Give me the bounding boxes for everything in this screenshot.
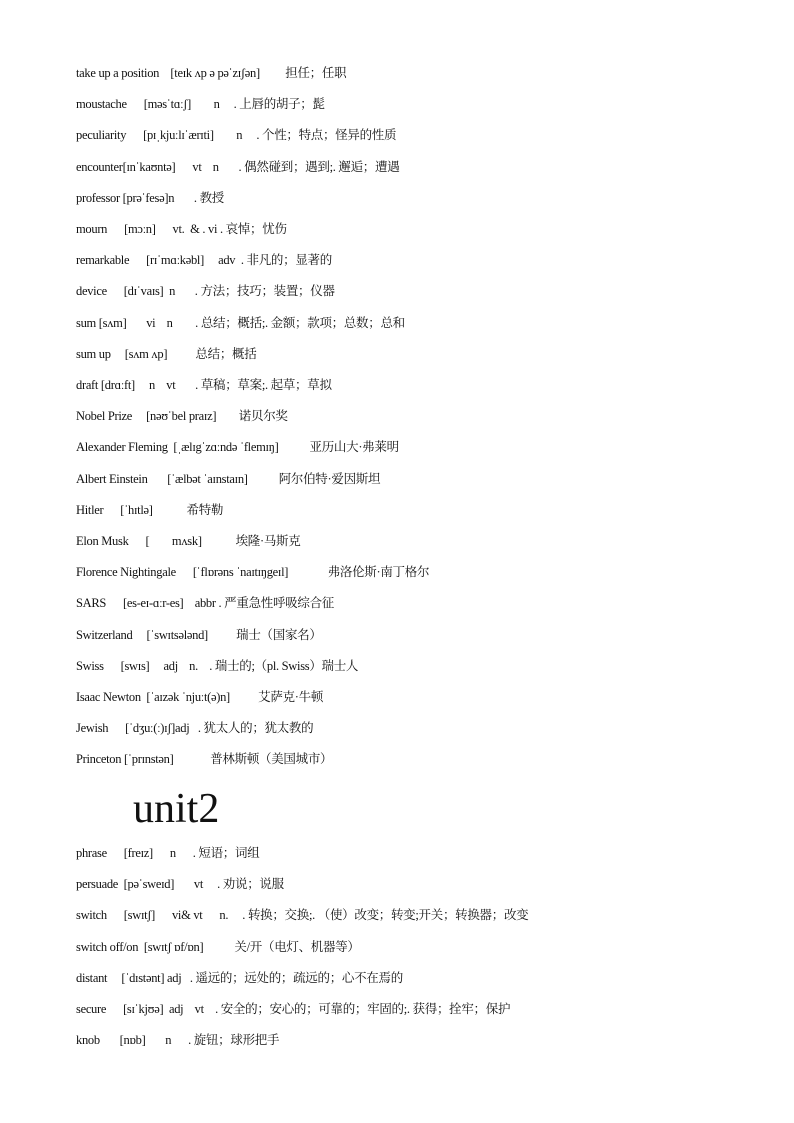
vocabulary-entry: Princeton [ˈprɪnstən] 普林斯顿（美国城市） bbox=[76, 752, 333, 767]
vocabulary-entry: secure [sɪˈkjʊə] adj vt . 安全的；安心的；可靠的；牢固的;. 获得；拴牢；保护 bbox=[76, 1002, 511, 1016]
vocabulary-entry: mourn [mɔːn] vt. & . vi . 哀悼；忧伤 bbox=[76, 222, 287, 236]
vocabulary-entry: switch [swɪtʃ] vi& vt n. . 转换；交换;. （使）改变；转变;开关；转换器；改变 bbox=[76, 908, 529, 923]
vocabulary-entry: peculiarity [pɪˌkjuːlɪˈærɪti] n . 个性；特点；怪异的性质 bbox=[76, 128, 397, 143]
vocabulary-entry: switch off/on [swɪtʃ ɒf/ɒn] 关/开（电灯、机器等） bbox=[76, 939, 360, 954]
vocabulary-entry: distant [ˈdɪstənt] adj . 遥远的；远处的；疏远的；心不在焉的 bbox=[76, 970, 403, 985]
vocabulary-entry: Hitler [ˈhɪtlə] 希特勒 bbox=[76, 502, 224, 517]
vocabulary-entry: Florence Nightingale [ˈflɒrəns ˈnaɪtɪŋgeɪl] 弗洛伦斯·南丁格尔 bbox=[76, 565, 430, 580]
vocabulary-entry: moustache [məsˈtɑːʃ] n . 上唇的胡子；髭 bbox=[76, 97, 325, 112]
vocabulary-entry: remarkable [rɪˈmɑːkəbl] adv . 非凡的；显著的 bbox=[76, 253, 332, 268]
vocabulary-entry: sum up [sʌm ʌp] 总结；概括 bbox=[76, 346, 257, 361]
vocabulary-entry: persuade [pəˈsweɪd] vt . 劝说；说服 bbox=[76, 877, 284, 892]
vocabulary-entry: Albert Einstein [ˈælbət ˈaɪnstaɪn] 阿尔伯特·爱因斯坦 bbox=[76, 471, 381, 486]
vocabulary-entry: Nobel Prize [nəʊˈbel praɪz] 诺贝尔奖 bbox=[76, 409, 288, 424]
vocabulary-entry: Switzerland [ˈswɪtsələnd] 瑞士（国家名） bbox=[76, 627, 322, 642]
vocabulary-entry: professor [prəˈfesə]n . 教授 bbox=[76, 190, 224, 205]
vocabulary-entry: Isaac Newton [ˈaɪzək ˈnjuːt(ə)n] 艾萨克·牛顿 bbox=[76, 690, 324, 704]
vocabulary-entry: draft [drɑːft] n vt . 草稿；草案;. 起草；草拟 bbox=[76, 378, 332, 392]
vocabulary-entry: Alexander Fleming [ˌælɪgˈzɑːndə ˈflemɪŋ] 亚历山大·弗莱明 bbox=[76, 440, 399, 455]
vocabulary-entry: SARS [es-eɪ-ɑːr-es] abbr . 严重急性呼吸综合征 bbox=[76, 596, 334, 611]
vocabulary-entry: Swiss [swɪs] adj n. . 瑞士的;（pl. Swiss）瑞士人 bbox=[76, 658, 359, 673]
vocabulary-entry: phrase [freɪz] n . 短语；词组 bbox=[76, 846, 260, 860]
unit-heading: unit2 bbox=[133, 786, 220, 832]
vocabulary-entry: Jewish [ˈdʒuː(ː)ɪʃ]adj . 犹太人的；犹太教的 bbox=[76, 721, 314, 736]
vocabulary-entry: take up a position [teɪk ʌp ə pəˈzɪʃən] 担任；任职 bbox=[76, 66, 347, 80]
vocabulary-entry: device [dɪˈvaɪs] n . 方法；技巧；装置；仪器 bbox=[76, 284, 335, 299]
vocabulary-entry: sum [sʌm] vi n . 总结；概括;. 金额；款项；总数；总和 bbox=[76, 315, 405, 330]
vocabulary-entry: Elon Musk [ mʌsk] 埃隆·马斯克 bbox=[76, 534, 301, 548]
vocabulary-entry: encounter[ɪnˈkaʊntə] vt n . 偶然碰到；遇到;. 邂逅；遭遇 bbox=[76, 159, 400, 174]
vocabulary-entry: knob [nɒb] n . 旋钮；球形把手 bbox=[76, 1033, 280, 1048]
